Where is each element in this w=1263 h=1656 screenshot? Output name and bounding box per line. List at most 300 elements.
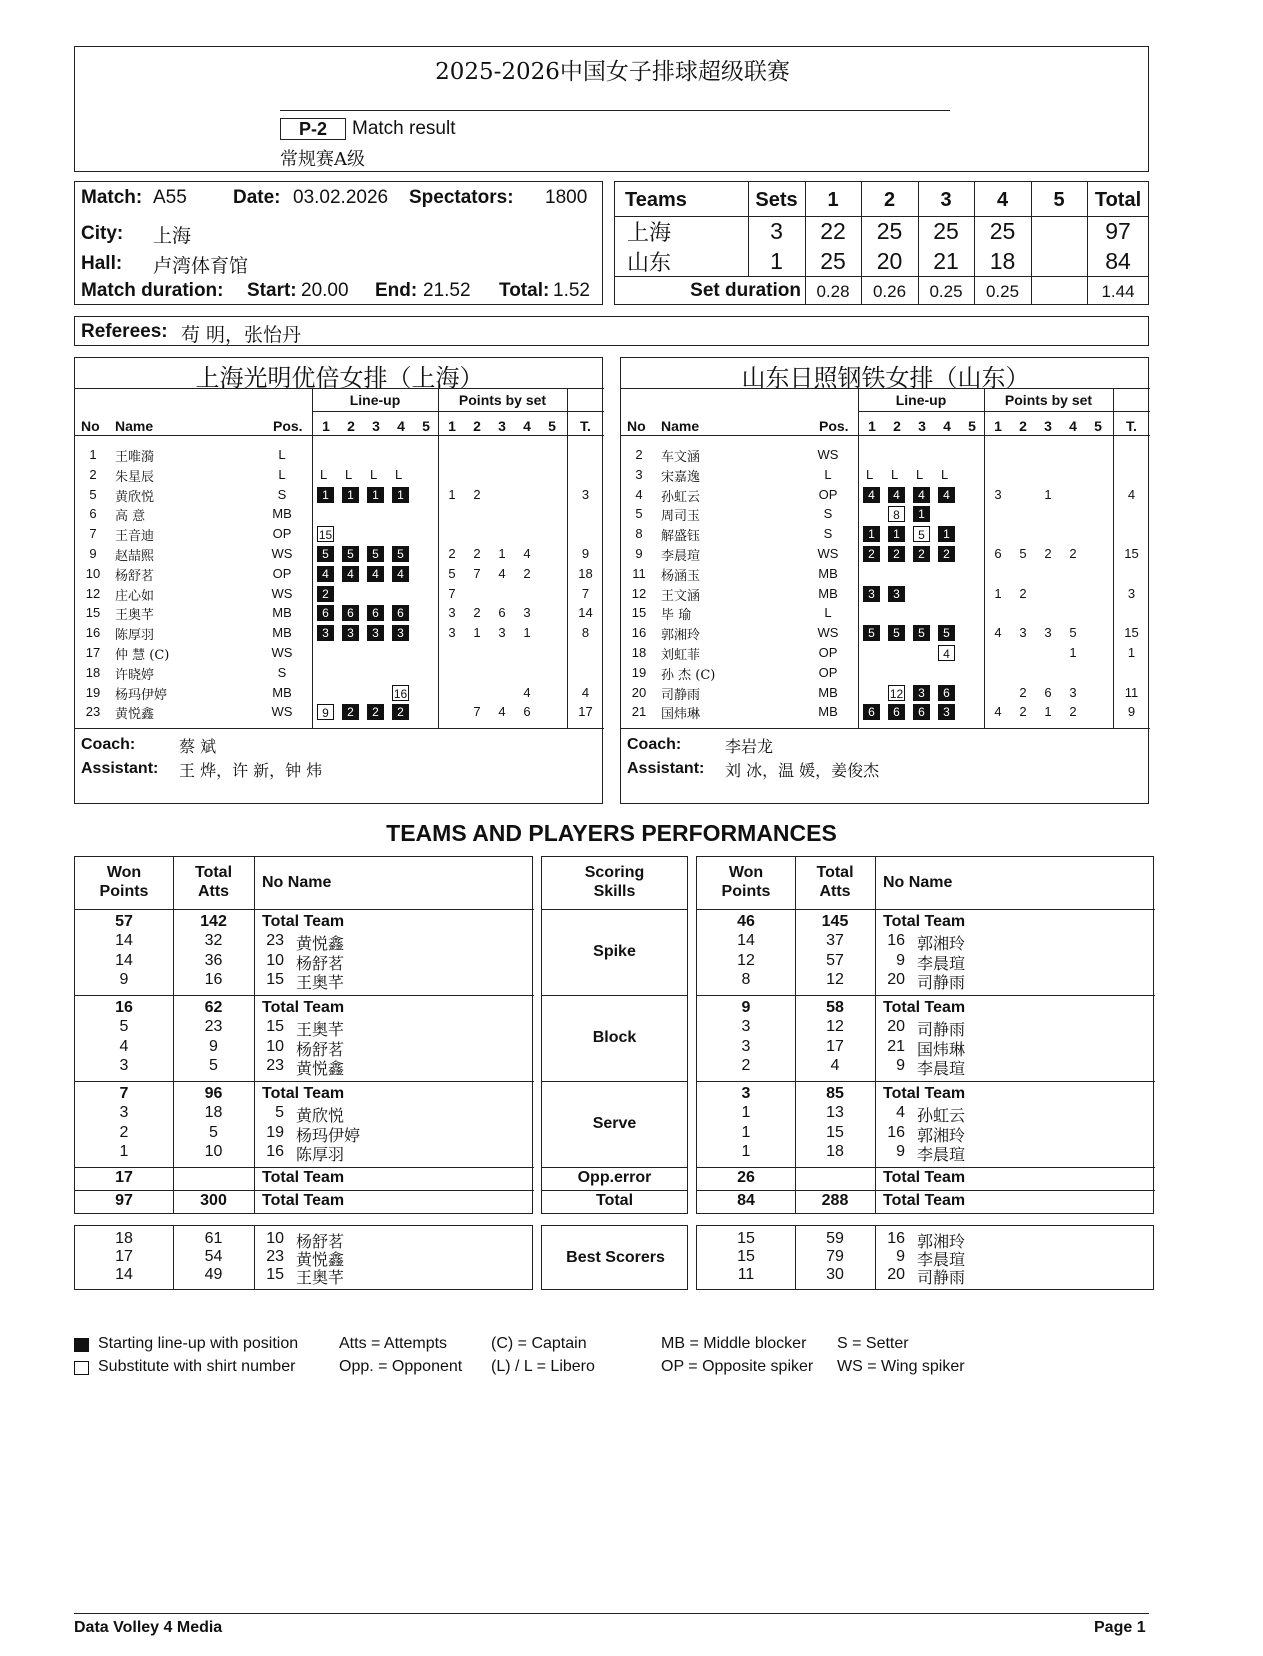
set-points: 2: [1019, 684, 1027, 700]
no-header: No: [627, 418, 646, 434]
rule: [621, 728, 1150, 729]
player-name: 解盛钰: [661, 529, 701, 545]
won-points: 5: [119, 1018, 129, 1036]
player-name: 杨舒茗: [115, 568, 155, 584]
player-number: 16: [266, 1142, 284, 1160]
player-number: 8: [635, 526, 643, 542]
set-points: 6: [498, 605, 506, 621]
lineup-set-header: 1: [322, 418, 330, 434]
won-points: 9: [119, 970, 129, 988]
player-row: [621, 565, 1150, 585]
roster-team-a: [74, 357, 603, 804]
player-row: [621, 545, 1150, 565]
rule: [697, 1081, 1155, 1082]
player-name: 杨玛伊婷: [296, 1125, 361, 1145]
set-points: 2: [1019, 704, 1027, 720]
lineup-header: Line-up: [895, 392, 947, 408]
player-total-points: 9: [581, 546, 590, 561]
rule: [75, 1190, 534, 1191]
opp-error-won: 26: [737, 1169, 755, 1186]
spectators-label: Spectators:: [409, 187, 514, 208]
set-points: 1: [448, 486, 456, 502]
best-scorer-row: [697, 1248, 1155, 1269]
doc-code: P-2: [280, 118, 346, 140]
starting-position-box: 6: [342, 605, 359, 621]
set-points: 6: [523, 704, 531, 720]
won-points: 15: [737, 1248, 755, 1265]
perf-player-row: [75, 971, 534, 990]
perf-player-row: [75, 1143, 534, 1162]
total-atts: 79: [826, 1248, 844, 1265]
won-points: 4: [119, 1037, 129, 1055]
score-b-total: 84: [1105, 248, 1131, 274]
perf-player-row: [75, 932, 534, 954]
player-name: 国炜琳: [661, 707, 701, 723]
libero-mark: L: [370, 466, 378, 482]
perf-total-row: [75, 1085, 534, 1104]
date-value: 03.02.2026: [293, 187, 389, 208]
player-name: 陈厚羽: [115, 628, 155, 644]
starting-position-box: 3: [367, 625, 384, 641]
player-number: 2: [635, 447, 643, 462]
duration-label: Match duration:: [81, 280, 224, 301]
score-b-s1: 25: [820, 248, 846, 274]
starting-position-box: 1: [888, 526, 905, 542]
player-number: 5: [275, 1104, 284, 1122]
total-atts: 32: [204, 932, 223, 950]
player-position: MB: [272, 605, 292, 621]
player-number: 18: [85, 664, 101, 680]
won-points: 3: [741, 1037, 751, 1055]
starting-position-box: 4: [392, 566, 409, 582]
player-number: 10: [85, 565, 101, 581]
player-number: 21: [631, 704, 647, 720]
set-points: 1: [1044, 704, 1052, 720]
total-atts: 15: [826, 1123, 844, 1141]
set-duration-4: 0.25: [985, 282, 1020, 301]
perf-player-row: [697, 1124, 1155, 1143]
player-row: [75, 684, 604, 704]
legend-libero: (L) / L = Libero: [491, 1358, 595, 1375]
player-name: 李晨瑄: [917, 1144, 966, 1164]
total-atts: 9: [209, 1037, 218, 1055]
opp-error-won: 17: [115, 1169, 133, 1186]
perf-total-row: [75, 999, 534, 1018]
perf-player-row: [697, 1018, 1155, 1040]
player-row: [621, 446, 1150, 466]
total-atts: 96: [204, 1085, 223, 1102]
rule: [75, 435, 604, 436]
won-points: 3: [119, 1056, 129, 1074]
score-header-teams: Teams: [625, 189, 687, 211]
set-points: 2: [1044, 546, 1052, 561]
starting-position-box: 1: [317, 487, 334, 503]
perf-player-row: [697, 971, 1155, 990]
player-number: 18: [631, 645, 647, 660]
legend-starting: Starting line-up with position: [98, 1335, 299, 1352]
player-row: [621, 644, 1150, 664]
player-position: S: [277, 664, 287, 680]
player-position: OP: [818, 645, 838, 660]
player-number: 1: [89, 447, 97, 462]
set-points: 1: [1044, 486, 1052, 502]
grand-total-won: 97: [115, 1192, 133, 1209]
rule: [697, 1167, 1155, 1168]
legend-captain: (C) = Captain: [491, 1335, 587, 1352]
player-name: 司静雨: [917, 972, 966, 992]
total-atts: 18: [204, 1104, 223, 1122]
score-header-set4: 4: [996, 189, 1009, 211]
player-position: OP: [272, 526, 292, 542]
score-header-set5: 5: [1053, 189, 1065, 211]
legend-open-square-icon: [74, 1361, 89, 1375]
rule: [621, 388, 1150, 389]
starting-position-box: 3: [863, 586, 880, 602]
starting-position-box: 2: [888, 546, 905, 562]
set-points: 7: [473, 704, 481, 720]
player-name: 陈厚羽: [296, 1144, 345, 1164]
libero-mark: L: [891, 466, 899, 482]
starting-position-box: 6: [317, 605, 334, 621]
perf-player-row: [697, 952, 1155, 971]
player-number: 2: [89, 466, 97, 482]
won-points: 17: [115, 1248, 133, 1265]
score-header-total: Total: [1094, 189, 1142, 211]
player-row: [621, 585, 1150, 605]
starting-position-box: 6: [913, 704, 930, 720]
player-name: 杨玛伊婷: [115, 687, 168, 703]
total-atts: 37: [826, 932, 844, 950]
doc-title: Match result: [352, 118, 456, 139]
grand-total-atts: 300: [200, 1192, 227, 1209]
skills-header: Skills: [593, 883, 636, 900]
player-name: 杨舒茗: [296, 953, 345, 973]
starting-position-box: 3: [913, 685, 930, 701]
player-name: 周司玉: [661, 509, 701, 525]
player-row: [621, 466, 1150, 486]
perf-player-row: [75, 1124, 534, 1143]
won-points: 14: [115, 951, 133, 969]
footer-brand: Data Volley 4 Media: [74, 1619, 223, 1636]
player-number: 3: [635, 466, 643, 482]
score-header-set1: 1: [827, 189, 839, 211]
starting-position-box: 5: [317, 546, 334, 562]
assistant-names: 王 烨，许 新，钟 炜: [179, 761, 323, 780]
starting-position-box: 3: [317, 625, 334, 641]
set-points: 6: [994, 546, 1002, 561]
player-row: [75, 525, 604, 545]
set-points: 5: [1019, 546, 1027, 561]
substitute-number-box: 15: [318, 528, 333, 543]
won-points: 11: [737, 1266, 755, 1283]
player-number: 15: [631, 605, 647, 621]
player-row: [75, 585, 604, 605]
perf-player-row: [697, 1143, 1155, 1162]
name-header: Name: [115, 418, 154, 434]
player-name: 李晨瑄: [917, 1058, 966, 1078]
libero-mark: L: [866, 466, 874, 482]
rule: [75, 728, 604, 729]
substitute-number-box: 5: [913, 526, 930, 542]
set-points: 4: [498, 565, 506, 581]
player-name: 郭湘玲: [917, 934, 966, 954]
player-row: [621, 604, 1150, 624]
player-position: L: [824, 466, 832, 482]
player-number: 20: [887, 1266, 905, 1283]
best-scorer-row: [75, 1266, 533, 1287]
set-points: 3: [1044, 625, 1052, 641]
set-points: 6: [1044, 684, 1052, 700]
pos-header: Pos.: [819, 418, 849, 434]
set-points: 1: [1069, 645, 1077, 660]
player-total-points: 8: [581, 625, 590, 641]
won-header: Won: [728, 864, 764, 881]
footer-page: Page 1: [1094, 1619, 1146, 1636]
player-number: 6: [89, 506, 97, 522]
perf-total-row: [75, 913, 534, 932]
start-label: Start:: [247, 280, 297, 301]
match-value: A55: [153, 187, 187, 208]
player-position: MB: [818, 565, 838, 581]
player-total-points: 18: [578, 565, 593, 581]
score-header-set3: 3: [940, 189, 952, 211]
pos-header: Pos.: [273, 418, 303, 434]
player-number: 4: [635, 486, 643, 502]
total-atts: 85: [826, 1085, 844, 1102]
set-points: 1: [523, 625, 531, 641]
referees-box: [74, 316, 1149, 346]
starting-position-box: 4: [863, 487, 880, 503]
score-a-s2: 25: [876, 218, 903, 244]
performance-title: TEAMS AND PLAYERS PERFORMANCES: [386, 820, 837, 846]
referees-label: Referees:: [81, 321, 168, 342]
player-name: 李晨瑄: [917, 1250, 966, 1269]
team-label: Total Team: [262, 913, 345, 930]
score-a-total: 97: [1105, 218, 1131, 244]
starting-position-box: 6: [888, 704, 905, 720]
total-atts: 4: [830, 1056, 840, 1074]
points-set-header: 4: [523, 418, 531, 434]
player-name: 司静雨: [661, 687, 701, 703]
won-points: 14: [115, 1266, 133, 1283]
lineup-set-header: 4: [943, 418, 951, 434]
set-points: 5: [1069, 625, 1077, 641]
perf-player-row: [697, 1104, 1155, 1126]
player-number: 4: [896, 1104, 905, 1122]
total-atts: 58: [826, 999, 844, 1016]
best-scorers-label-box: [541, 1225, 688, 1290]
grand-total-label: Total Team: [262, 1192, 345, 1209]
player-name: 司静雨: [917, 1268, 966, 1287]
player-number: 16: [631, 625, 647, 641]
player-row: [75, 604, 604, 624]
points-set-header: 4: [1069, 418, 1077, 434]
player-number: 9: [89, 546, 97, 561]
player-number: 5: [635, 506, 643, 522]
starting-position-box: 3: [392, 625, 409, 641]
starting-position-box: 5: [913, 625, 930, 641]
won-points: 1: [741, 1123, 751, 1141]
coach-label: Coach:: [81, 736, 136, 753]
won-points: 16: [115, 999, 133, 1016]
perf-player-row: [75, 1018, 534, 1040]
starting-position-box: 5: [342, 546, 359, 562]
score-b-s4: 18: [989, 248, 1016, 274]
player-name: 刘虹菲: [661, 648, 701, 663]
player-name: 黄悦鑫: [296, 934, 345, 954]
player-total-points: 15: [1124, 625, 1139, 641]
player-name: 仲 慧 (C): [115, 648, 170, 663]
perf-player-row: [697, 1038, 1155, 1057]
rule: [75, 995, 534, 996]
points-set-header: 3: [1044, 418, 1052, 434]
match-label: Match:: [81, 187, 143, 208]
skill-name: Serve: [592, 1115, 637, 1132]
player-name: 黄悦鑫: [296, 1250, 345, 1269]
player-position: MB: [272, 625, 292, 641]
total-atts: 36: [204, 951, 223, 969]
player-number: 16: [887, 932, 905, 950]
player-name: 国炜琳: [917, 1039, 966, 1059]
starting-position-box: 1: [342, 487, 359, 503]
set-points: 5: [448, 565, 456, 581]
player-name: 宋嘉逸: [661, 469, 701, 485]
league-title: 2025-2026中国女子排球超级联赛: [435, 59, 790, 85]
set-duration-total: 1.44: [1101, 282, 1135, 301]
player-number: 16: [887, 1123, 905, 1141]
opp-error-label: Total Team: [262, 1169, 345, 1186]
set-points: 3: [448, 605, 456, 621]
score-a-s4: 25: [989, 218, 1016, 244]
lineup-set-header: 2: [347, 418, 355, 434]
lineup-set-header: 2: [893, 418, 901, 434]
starting-position-box: 2: [342, 704, 359, 720]
libero-mark: L: [395, 466, 403, 482]
team-label: Total Team: [883, 913, 966, 930]
perf-total-row: [697, 999, 1155, 1018]
starting-position-box: 5: [938, 625, 955, 641]
assistant-label: Assistant:: [81, 760, 159, 777]
score-header-sets: Sets: [755, 189, 798, 211]
points-set-header: 3: [498, 418, 506, 434]
player-total-points: 15: [1124, 546, 1139, 561]
won-points: 2: [119, 1123, 129, 1141]
player-number: 23: [266, 1056, 284, 1074]
won-points: 3: [741, 1018, 751, 1036]
player-name: 李晨瑄: [661, 549, 701, 564]
perf-total-row: [697, 913, 1155, 932]
set-points: 2: [523, 565, 531, 581]
player-row: [621, 525, 1150, 545]
player-name: 郭湘玲: [661, 628, 701, 644]
starting-position-box: 6: [367, 605, 384, 621]
player-name: 王奥芊: [296, 1020, 345, 1040]
set-points: 2: [473, 605, 481, 621]
set-points: 2: [448, 546, 456, 561]
legend-ws: WS = Wing spiker: [837, 1358, 965, 1375]
set-points: 1: [994, 585, 1002, 601]
starting-position-box: 2: [863, 546, 880, 562]
rule: [75, 1167, 534, 1168]
set-duration-2: 0.26: [872, 282, 907, 301]
coach-name: 李岩龙: [725, 737, 774, 756]
set-points: 3: [994, 486, 1002, 502]
substitute-number-box: 12: [889, 686, 904, 701]
starting-position-box: 4: [342, 566, 359, 582]
player-position: WS: [817, 447, 839, 462]
total-atts: 12: [826, 970, 844, 988]
substitute-number-box: 4: [938, 645, 955, 661]
total-atts: 12: [826, 1018, 844, 1036]
rule: [697, 1190, 1155, 1191]
player-name: 杨舒茗: [296, 1232, 345, 1251]
player-name: 孙 杰 (C): [661, 667, 716, 683]
player-position: MB: [272, 506, 292, 522]
date-label: Date:: [233, 187, 281, 208]
player-number: 23: [85, 704, 101, 720]
best-scorer-row: [75, 1248, 533, 1269]
total-value: 1.52: [553, 280, 590, 301]
player-number: 20: [887, 1018, 905, 1036]
rule: [542, 1081, 687, 1082]
won-points: 9: [741, 999, 751, 1016]
player-position: WS: [271, 704, 293, 720]
assistant-names: 刘 冰，温 媛，姜俊杰: [725, 761, 880, 780]
t-header: T.: [580, 418, 591, 434]
legend: [74, 1335, 1074, 1385]
points-set-header: 2: [473, 418, 481, 434]
player-row: [75, 466, 604, 486]
player-position: L: [824, 605, 832, 621]
total-atts: 17: [826, 1037, 844, 1055]
player-name: 黄欣悦: [115, 489, 155, 505]
starting-position-box: 4: [367, 566, 384, 582]
won-points: 14: [115, 932, 133, 950]
player-position: WS: [817, 546, 839, 561]
score-b-s2: 20: [876, 248, 903, 274]
total-atts: 13: [826, 1104, 844, 1122]
player-number: 9: [896, 1142, 905, 1160]
player-position: WS: [271, 645, 293, 660]
won-points: 3: [119, 1104, 129, 1122]
team-label: Total Team: [883, 999, 966, 1016]
total-atts: 57: [826, 951, 844, 969]
set-points: 3: [523, 605, 531, 621]
atts-header: Atts: [819, 883, 851, 900]
player-position: WS: [817, 625, 839, 641]
player-name: 毕 瑜: [661, 608, 692, 624]
opp-error-skill: Opp.error: [577, 1169, 652, 1186]
hall-label: Hall:: [81, 253, 123, 274]
set-points: 4: [523, 684, 531, 700]
player-number: 16: [85, 625, 101, 641]
player-row: [621, 664, 1150, 684]
total-atts: 142: [200, 913, 227, 930]
player-position: OP: [272, 565, 292, 581]
lineup-set-header: 5: [968, 418, 976, 434]
player-number: 19: [266, 1123, 284, 1141]
player-row: [75, 624, 604, 644]
score-a-sets: 3: [770, 218, 783, 244]
set-points: 3: [1069, 684, 1077, 700]
best-scorers-left: [74, 1225, 533, 1290]
set-points: 3: [448, 625, 456, 641]
legend-substitute: Substitute with shirt number: [98, 1358, 296, 1375]
player-position: WS: [271, 546, 293, 561]
player-name: 王唯漪: [115, 450, 155, 465]
team-label: Total Team: [262, 999, 345, 1016]
set-points: 1: [473, 625, 481, 641]
